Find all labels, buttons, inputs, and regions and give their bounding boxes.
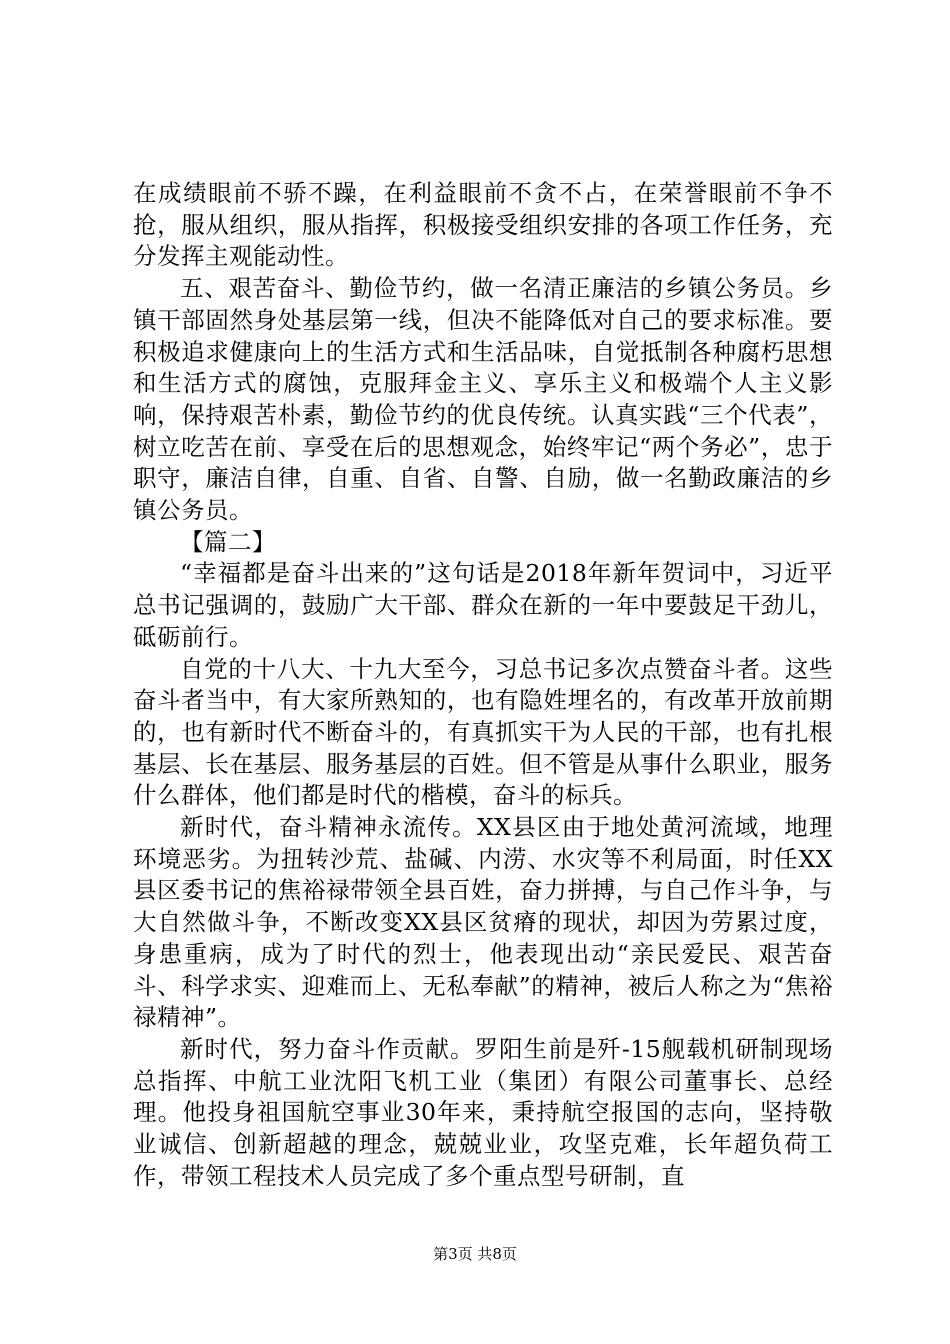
- paragraph-1: 在成绩眼前不骄不躁，在利益眼前不贪不占，在荣誉眼前不争不抢，服从组织，服从指挥，积极接受组织安排的各项工作任务，充分发挥主观能动性。: [133, 179, 833, 271]
- paragraph-3: “幸福都是奋斗出来的”这句话是2018年新年贺词中，习近平总书记强调的，鼓励广大干部、群众在新的一年中要鼓足干劲儿，砥砺前行。: [133, 559, 833, 651]
- page-footer: 第3页 共8页: [433, 1245, 517, 1263]
- paragraph-5: 新时代，奋斗精神永流传。XX县区由于地处黄河流域，地理环境恶劣。为扭转沙荒、盐碱、内涝、水灾等不利局面，时任XX县区委书记的焦裕禄带领全县百姓，奋力拼搏，与自己作斗争，与大自然做斗争，不断改变XX县区贫瘠的现状，却因为劳累过度，身患重病，成为了时代的烈士，他表现出动“亲民爱民、艰苦奋斗、科学求实、迎难而上、无私奉献”的精神，被后人称之为“焦裕禄精神”。: [133, 813, 833, 1032]
- document-body: [133, 178, 833, 1193]
- paragraph-4: 自党的十八大、十九大至今，习总书记多次点赞奋斗者。这些奋斗者当中，有大家所熟知的，也有隐姓埋名的，有改革开放前期的，也有新时代不断奋斗的，有真抓实干为人民的干部，也有扎根基层、长在基层、服务基层的百姓。但不管是从事什么职业，服务什么群体，他们都是时代的楷模，奋斗的标兵。: [133, 654, 833, 810]
- section-heading: 【篇二】: [180, 527, 276, 556]
- paragraph-6: 新时代，努力奋斗作贡献。罗阳生前是歼-15舰载机研制现场总指挥、中航工业沈阳飞机工业（集团）有限公司董事长、总经理。他投身祖国航空事业30年来，秉持航空报国的志向，坚持敬业诚信、创新超越的理念，兢兢业业，攻坚克难，长年超负荷工作，带领工程技术人员完成了多个重点型号研制，直: [133, 1034, 833, 1190]
- paragraph-2: 五、艰苦奋斗、勤俭节约，做一名清正廉洁的乡镇公务员。乡镇干部固然身处基层第一线，但决不能降低对自己的要求标准。要积极追求健康向上的生活方式和生活品味，自觉抵制各种腐朽思想和生活方式的腐蚀，克服拜金主义、享乐主义和极端个人主义影响，保持艰苦朴素，勤俭节约的优良传统。认真实践“三个代表”，树立吃苦在前、享受在后的思想观念，始终牢记“两个务必”，忠于职守，廉洁自律，自重、自省、自警、自励，做一名勤政廉洁的乡镇公务员。: [133, 274, 833, 525]
